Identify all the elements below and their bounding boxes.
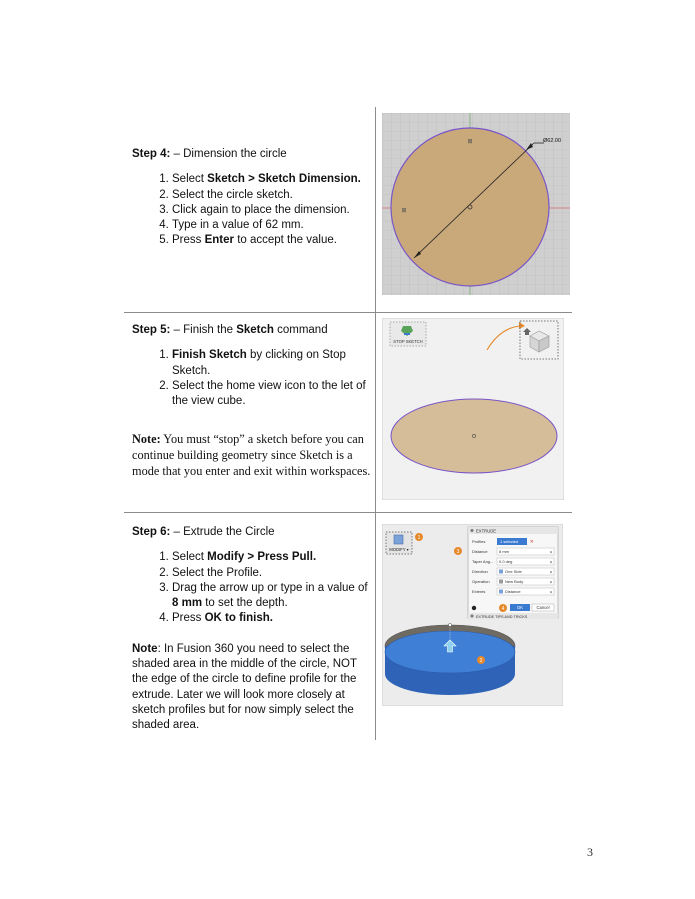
step-4-screenshot — [382, 113, 570, 295]
direction-icon — [499, 570, 503, 574]
step-5-list — [132, 348, 372, 409]
svg-text:Distance: Distance — [472, 549, 488, 554]
svg-text:1: 1 — [417, 535, 421, 541]
list-item: 4. Press OK to finish. — [172, 611, 372, 626]
row-divider-2 — [124, 512, 572, 513]
svg-text:Extents: Extents — [472, 589, 486, 594]
list-item: 2. Select the home view icon to the let of the view cube. — [172, 379, 372, 410]
chevron-down-icon: ▾ — [550, 549, 553, 555]
svg-text:Taper Ang...: Taper Ang... — [472, 559, 494, 564]
svg-text:Profiles: Profiles — [472, 539, 486, 544]
chevron-down-icon: ▾ — [550, 579, 553, 585]
step-6-note: Note: In Fusion 360 you need to select the shaded area in the middle of the circle, NOT the edge of the circle to define profile for the extrude. Later we will look more closely at sketch profiles but for now simply select the shaded area. — [132, 642, 357, 732]
svg-text:One Side: One Side — [505, 569, 522, 574]
step-6-text — [132, 525, 372, 734]
svg-text:New Body: New Body — [505, 579, 524, 584]
constraint-mark: ⊠ — [467, 139, 473, 145]
svg-text:Operation: Operation — [472, 579, 490, 584]
column-divider — [375, 107, 376, 740]
svg-text:Cancel: Cancel — [536, 605, 550, 610]
step-5-screenshot — [382, 318, 564, 500]
page-number: 3 — [587, 845, 593, 859]
info-icon[interactable] — [472, 606, 476, 610]
list-item: 5. Press Enter to accept the value. — [172, 233, 372, 248]
svg-text:MODIFY ▾: MODIFY ▾ — [389, 547, 409, 552]
list-item: 3. Click again to place the dimension. — [172, 203, 372, 218]
list-item: 1. Finish Sketch by clicking on Stop Sketch. — [172, 348, 372, 379]
svg-text:8 mm: 8 mm — [499, 549, 509, 554]
step-5-note: Note: You must “stop” a sketch before you can continue building geometry since Sketch is a mode that you enter and exit within workspaces. — [132, 432, 371, 479]
svg-text:1 selected: 1 selected — [500, 539, 519, 544]
svg-text:Distance: Distance — [505, 589, 521, 594]
svg-text:3: 3 — [456, 549, 460, 555]
press-pull-icon — [394, 535, 403, 544]
stop-sketch-image — [382, 318, 564, 500]
svg-text:STOP SKETCH: STOP SKETCH — [393, 339, 423, 344]
step-5-title: Step 5: – Finish the Sketch command — [132, 324, 328, 336]
step-6-list — [132, 550, 372, 626]
step-4-text — [132, 147, 372, 249]
list-item: 2. Select the circle sketch. — [172, 188, 372, 203]
chevron-down-icon: ▾ — [550, 569, 553, 575]
extruded-body[interactable] — [385, 623, 515, 695]
extrude-image — [382, 524, 563, 706]
dimension-label[interactable]: Ø62.00 — [543, 138, 562, 144]
svg-text:2: 2 — [479, 658, 483, 664]
constraint-mark: ⊠ — [401, 208, 407, 214]
list-item: 4. Type in a value of 62 mm. — [172, 218, 372, 233]
dialog-title: EXTRUDE — [476, 528, 497, 534]
tips-link[interactable]: EXTRUDE TIPS AND TRICKS — [476, 615, 528, 619]
step-5-text — [132, 323, 372, 479]
list-item: 3. Drag the arrow up or type in a value of 8 mm to set the depth. — [172, 581, 372, 612]
svg-text:Direction: Direction — [472, 569, 488, 574]
distance-icon — [499, 590, 503, 594]
chevron-down-icon: ▾ — [550, 589, 553, 595]
modify-button[interactable] — [386, 532, 412, 554]
svg-text:4: 4 — [501, 606, 505, 612]
step-4-title: Step 4: – Dimension the circle — [132, 148, 287, 160]
chevron-down-icon: ▾ — [550, 559, 553, 565]
list-item: 2. Select the Profile. — [172, 566, 372, 581]
list-item: 1. Select Sketch > Sketch Dimension. — [172, 172, 372, 187]
svg-text:OK: OK — [516, 605, 524, 610]
sketch-dimension-image — [382, 113, 570, 295]
svg-text:0.0 deg: 0.0 deg — [499, 559, 513, 564]
row-divider-1 — [124, 312, 572, 313]
sketch-ellipse[interactable] — [391, 399, 557, 473]
clear-selection-icon[interactable]: × — [530, 539, 534, 546]
stop-sketch-button[interactable] — [390, 322, 426, 346]
new-body-icon — [499, 580, 503, 584]
list-item: 1. Select Modify > Press Pull. — [172, 550, 372, 565]
extrude-dialog — [468, 527, 558, 619]
step-4-list — [132, 172, 372, 248]
step-6-screenshot — [382, 524, 563, 706]
step-6-title: Step 6: – Extrude the Circle — [132, 526, 275, 538]
